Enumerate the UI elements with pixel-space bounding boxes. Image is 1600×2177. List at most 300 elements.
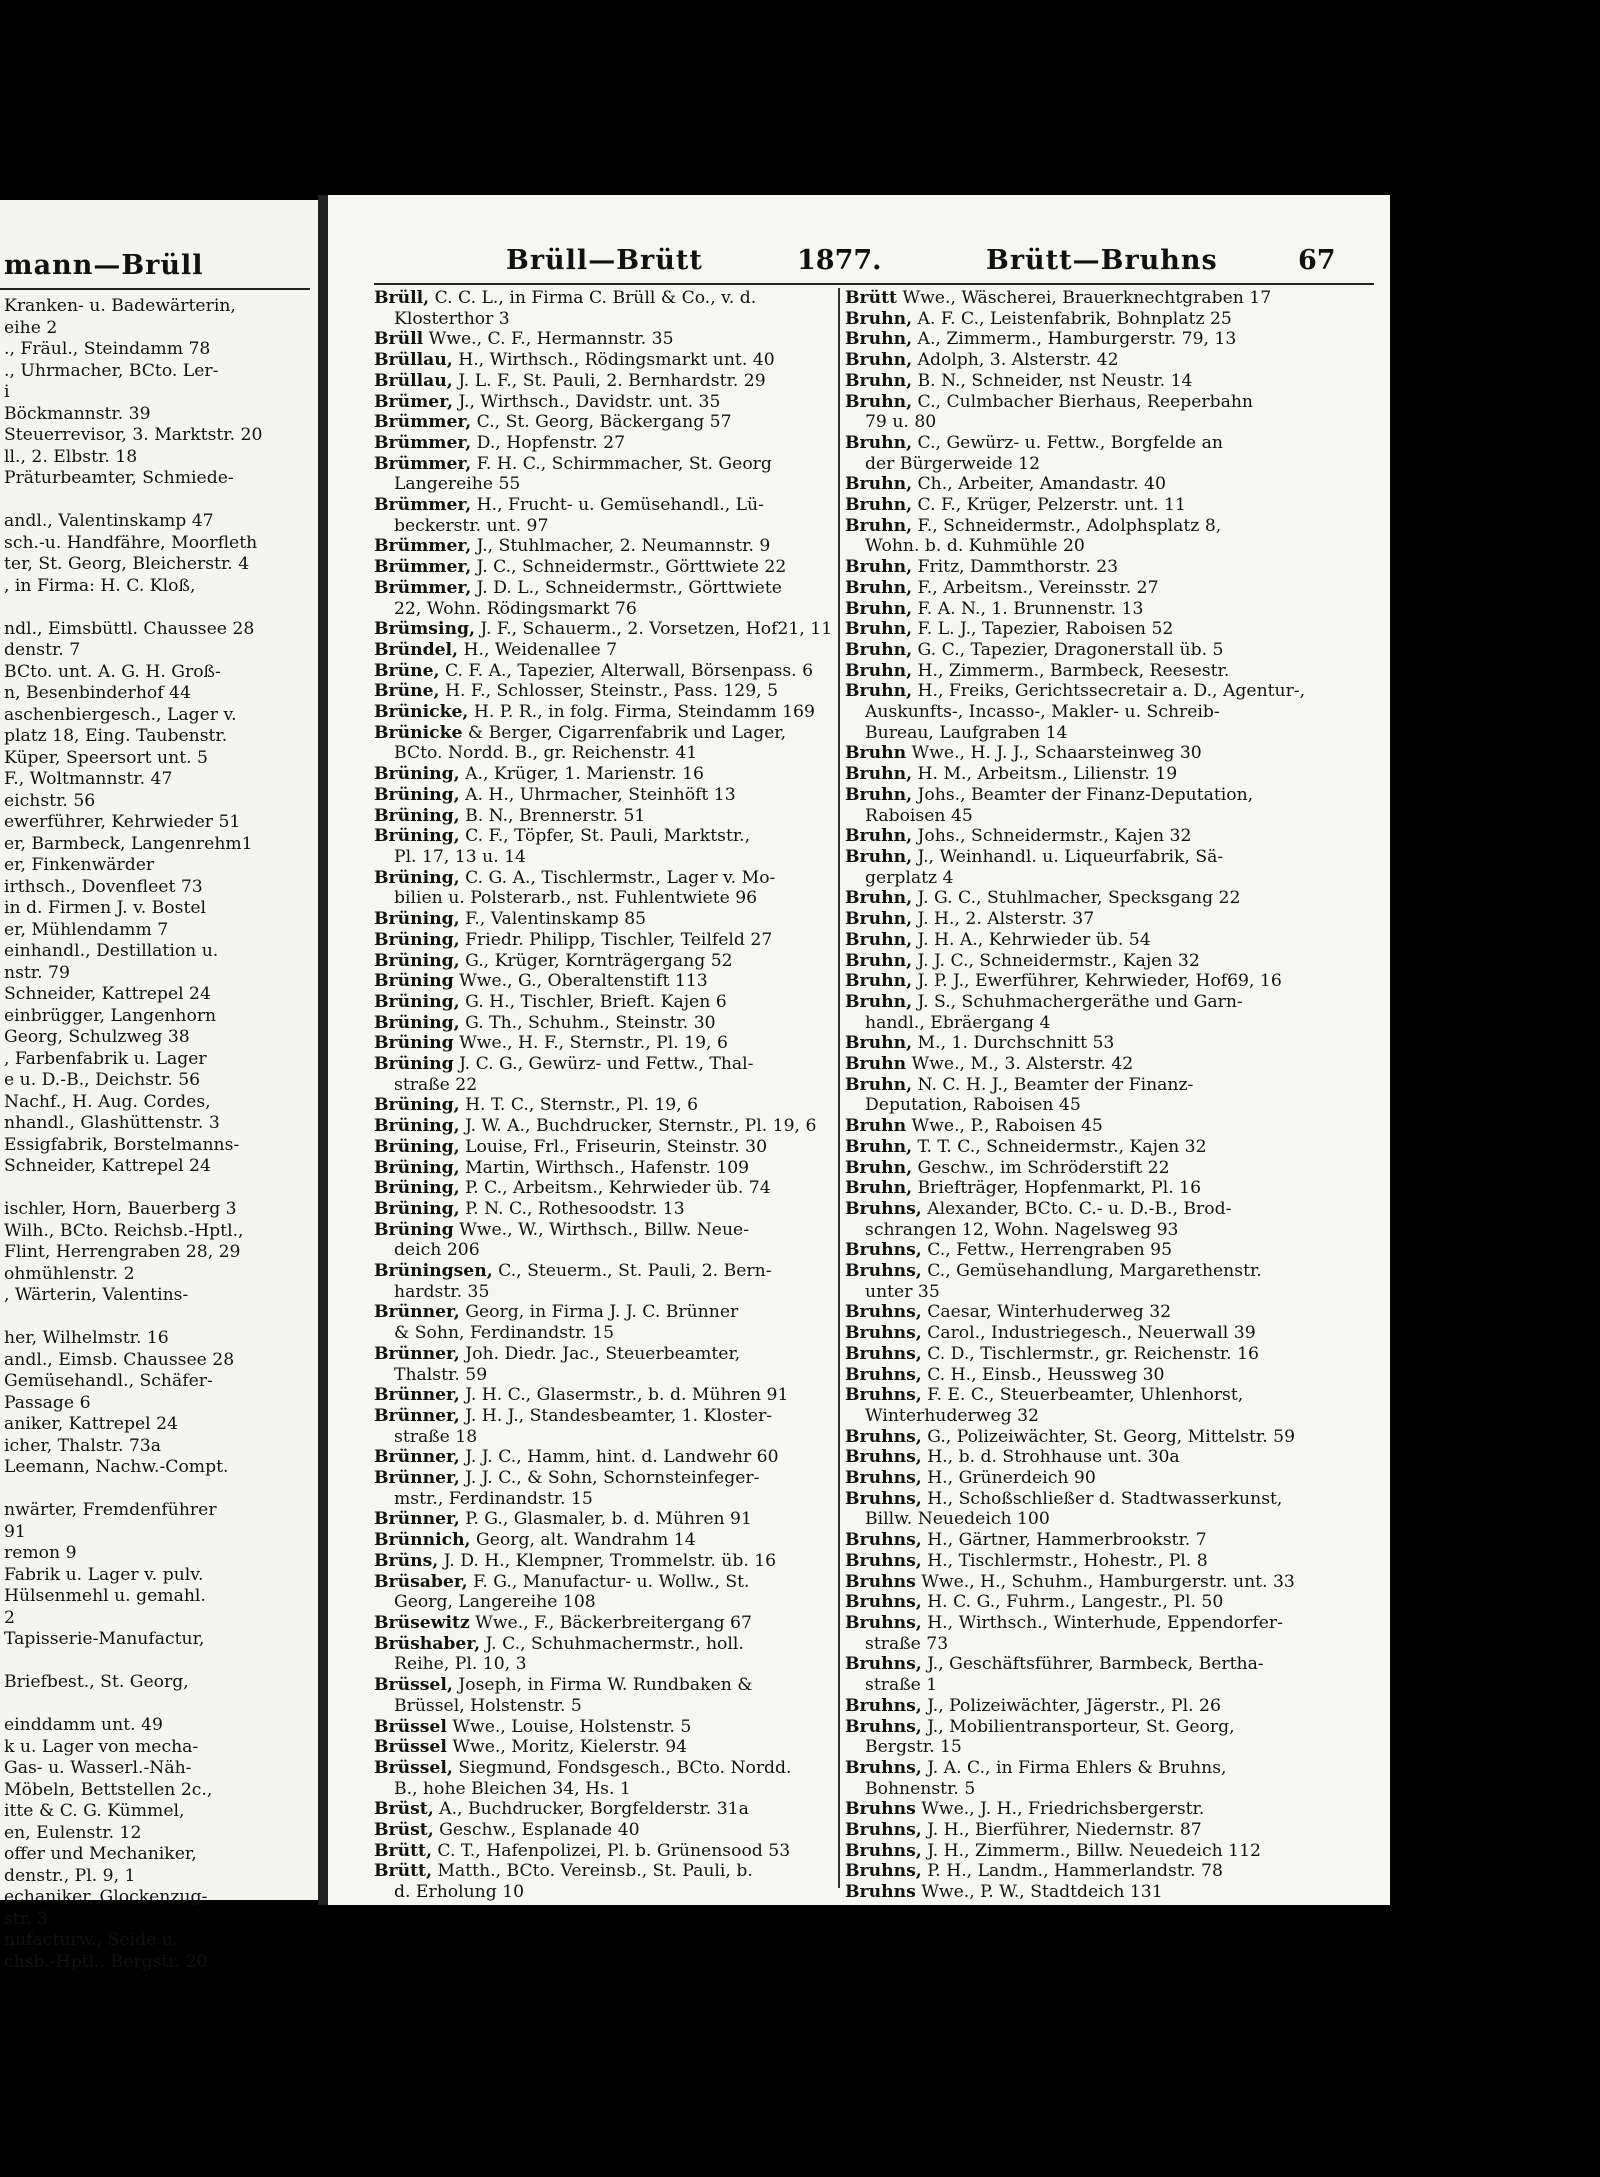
entry-first-line xyxy=(374,1551,834,1572)
entry-surname: Bruhns, xyxy=(845,1198,922,1219)
entry-surname: Brümmer, xyxy=(374,453,472,474)
entry-details: Georg, in Firma J. J. C. Brünner xyxy=(459,1302,739,1323)
entry-surname: Bruhn, xyxy=(845,474,913,495)
entry-first-line xyxy=(374,1758,834,1779)
entry-first-line xyxy=(374,1013,834,1034)
entry-first-line xyxy=(845,1758,1375,1779)
directory-entry xyxy=(845,1530,1375,1551)
entry-first-line xyxy=(845,578,1375,599)
entry-details: J. C., Schneidermstr., Görttwiete 22 xyxy=(471,557,787,578)
entry-details: Joseph, in Firma W. Rundbaken & xyxy=(452,1675,753,1696)
entry-continuation: Georg, Langereihe 108 xyxy=(394,1592,596,1613)
entry-surname: Bruhn, xyxy=(845,660,913,681)
entry-details: Geschw., Esplanade 40 xyxy=(433,1820,640,1841)
entry-first-line xyxy=(845,1033,1375,1054)
entry-details: J., Mobilientransporteur, St. Georg, xyxy=(921,1716,1235,1737)
directory-entry xyxy=(374,951,834,972)
entry-first-line xyxy=(845,1178,1375,1199)
entry-details: F. G., Manufactur- u. Wollw., St. xyxy=(467,1571,750,1592)
entry-surname: Bruhn, xyxy=(845,826,913,847)
directory-entry xyxy=(374,1530,834,1551)
left-page-line xyxy=(4,1694,316,1716)
directory-entry xyxy=(845,288,1375,309)
entry-details: J., Wirthsch., Davidstr. unt. 35 xyxy=(453,391,721,412)
entry-surname: Bruhn, xyxy=(845,639,913,660)
entry-surname: Brüst, xyxy=(374,1820,434,1841)
entry-surname: Brüning xyxy=(374,1054,454,1075)
entry-first-line xyxy=(374,350,834,371)
entry-first-line xyxy=(845,1882,1375,1903)
entry-details: Johs., Schneidermstr., Kajen 32 xyxy=(912,826,1192,847)
entry-first-line xyxy=(845,1592,1375,1613)
entry-details: G., Polizeiwächter, St. Georg, Mittelstr. 59 xyxy=(921,1426,1296,1447)
entry-first-line xyxy=(374,1634,834,1655)
directory-entry xyxy=(845,1572,1375,1593)
entry-first-line xyxy=(374,930,834,951)
directory-entry xyxy=(374,1509,834,1530)
left-page-line xyxy=(4,1178,316,1200)
left-page-line: ., Uhrmacher, BCto. Ler- xyxy=(4,360,219,381)
entry-continuation: schrangen 12, Wohn. Nagelsweg 93 xyxy=(865,1219,1179,1240)
entry-surname: Bruhn, xyxy=(845,991,913,1012)
entry-surname: Bruhn, xyxy=(845,846,913,867)
header-year: 1877. xyxy=(797,245,882,276)
entry-surname: Brüningsen, xyxy=(374,1261,493,1282)
directory-entry xyxy=(845,909,1375,930)
entry-details: Wwe., Moritz, Kielerstr. 94 xyxy=(446,1737,688,1758)
directory-entry xyxy=(374,1261,834,1302)
entry-first-line xyxy=(374,1675,834,1696)
directory-entry xyxy=(845,1054,1375,1075)
entry-continuation: Deputation, Raboisen 45 xyxy=(865,1095,1081,1116)
entry-first-line xyxy=(374,1220,834,1241)
entry-first-line xyxy=(374,1158,834,1179)
entry-first-line xyxy=(845,1240,1375,1261)
entry-surname: Bruhns, xyxy=(845,1240,922,1261)
left-page-line: aniker, Kattrepel 24 xyxy=(4,1414,178,1434)
entry-continuation: straße 18 xyxy=(394,1426,478,1447)
directory-entry xyxy=(374,1447,834,1468)
entry-first-line xyxy=(845,1489,1375,1510)
entry-surname: Bruhn, xyxy=(845,598,913,619)
entry-first-line xyxy=(845,992,1375,1013)
entry-continuation: Auskunfts-, Incasso-, Makler- u. Schreib- xyxy=(865,702,1220,723)
directory-entry xyxy=(374,868,834,909)
entry-details: J. F., Schauerm., 2. Vorsetzen, Hof21, 11 xyxy=(474,619,833,640)
entry-first-line xyxy=(845,1137,1375,1158)
directory-entry xyxy=(374,702,834,723)
entry-surname: Bruhn, xyxy=(845,350,913,371)
entry-first-line xyxy=(845,474,1375,495)
left-page-line: ter, St. Georg, Bleicherstr. 4 xyxy=(4,554,250,574)
entry-continuation: Bohnenstr. 5 xyxy=(865,1778,976,1799)
entry-first-line xyxy=(374,1033,834,1054)
entry-surname: Bruhns, xyxy=(845,1468,922,1489)
directory-entry xyxy=(845,1158,1375,1179)
directory-entry xyxy=(845,1240,1375,1261)
left-page-line: F., Woltmannstr. 47 xyxy=(4,769,173,789)
left-page-line: n, Besenbinderhof 44 xyxy=(4,683,191,703)
left-page-line: ischler, Horn, Bauerberg 3 xyxy=(4,1199,237,1219)
entry-details: Wwe., P., Raboisen 45 xyxy=(906,1116,1103,1137)
entry-details: C. D., Tischlermstr., gr. Reichenstr. 16 xyxy=(921,1343,1259,1364)
entry-details: F. H. C., Schirmmacher, St. Georg xyxy=(471,453,772,474)
entry-continuation: handl., Ebräergang 4 xyxy=(865,1012,1051,1033)
entry-surname: Bruhn xyxy=(845,1054,907,1075)
entry-first-line xyxy=(845,1116,1375,1137)
directory-entry xyxy=(845,1592,1375,1613)
directory-entry xyxy=(374,1095,834,1116)
entry-details: Wwe., Wäscherei, Brauerknechtgraben 17 xyxy=(896,288,1272,308)
entry-surname: Bruhns, xyxy=(845,1757,922,1778)
directory-entry xyxy=(845,681,1375,743)
entry-details: Wwe., M., 3. Alsterstr. 42 xyxy=(906,1054,1134,1075)
directory-entry xyxy=(845,1468,1375,1489)
entry-surname: Brüning, xyxy=(374,909,460,930)
directory-entry xyxy=(374,454,834,495)
entry-surname: Bruhn, xyxy=(845,929,913,950)
directory-entry xyxy=(374,806,834,827)
entry-first-line xyxy=(374,909,834,930)
entry-first-line xyxy=(374,1261,834,1282)
entry-details: Louise, Frl., Friseurin, Steinstr. 30 xyxy=(459,1136,768,1157)
left-page-line: eichstr. 56 xyxy=(4,790,96,811)
directory-entry xyxy=(374,1033,834,1054)
entry-first-line xyxy=(374,640,834,661)
entry-first-line xyxy=(374,1178,834,1199)
directory-entry xyxy=(374,1116,834,1137)
entry-first-line xyxy=(374,1799,834,1820)
entry-surname: Brüning, xyxy=(374,1136,460,1157)
left-page-line: , Farbenfabrik u. Lager xyxy=(4,1048,207,1069)
entry-details: J. D. L., Schneidermstr., Görttwiete xyxy=(471,577,782,598)
left-page-rule xyxy=(0,288,310,290)
entry-details: G. H., Tischler, Brieft. Kajen 6 xyxy=(459,991,727,1012)
left-page-line: ewerführer, Kehrwieder 51 xyxy=(4,812,241,832)
entry-details: Wwe., H. F., Sternstr., Pl. 19, 6 xyxy=(453,1033,728,1054)
left-page-line xyxy=(4,1307,316,1329)
left-page-line: Leemann, Nachw.-Compt. xyxy=(4,1457,229,1477)
entry-surname: Bruhns, xyxy=(845,1550,922,1571)
entry-first-line xyxy=(845,371,1375,392)
directory-entry xyxy=(845,661,1375,682)
entry-first-line xyxy=(374,1344,834,1365)
directory-entry xyxy=(845,1758,1375,1799)
entry-first-line xyxy=(374,661,834,682)
entry-first-line xyxy=(374,1841,834,1862)
directory-entry xyxy=(374,681,834,702)
entry-first-line xyxy=(845,1530,1375,1551)
entry-details: J. S., Schuhmachergeräthe und Garn- xyxy=(912,991,1243,1012)
entry-surname: Bruhn, xyxy=(845,308,913,329)
left-page-line: ., Fräul., Steindamm 78 xyxy=(4,339,211,359)
entry-details: C. F., Krüger, Pelzerstr. unt. 11 xyxy=(912,495,1186,516)
entry-continuation: straße 22 xyxy=(394,1074,478,1095)
left-page-line: nhandl., Glashüttenstr. 3 xyxy=(4,1113,220,1133)
entry-surname: Bruhn, xyxy=(845,370,913,391)
entry-surname: Bruhns, xyxy=(845,1261,922,1282)
entry-first-line xyxy=(845,1261,1375,1282)
entry-surname: Brümsing, xyxy=(374,619,475,640)
entry-details: Wwe., F., Bäckerbreitergang 67 xyxy=(469,1613,752,1633)
entry-continuation: Winterhuderweg 32 xyxy=(865,1405,1039,1426)
entry-surname: Bruhns, xyxy=(845,1426,922,1447)
left-page-line: remon 9 xyxy=(4,1543,77,1563)
entry-surname: Brütt, xyxy=(374,1861,432,1882)
directory-entry xyxy=(845,1799,1375,1820)
entry-surname: Bruhn, xyxy=(845,432,913,453)
directory-entry xyxy=(845,474,1375,495)
entry-continuation: gerplatz 4 xyxy=(865,867,954,888)
entry-details: J. J. C., Hamm, hint. d. Landwehr 60 xyxy=(459,1447,779,1468)
directory-entry xyxy=(374,826,834,867)
directory-entry xyxy=(845,1261,1375,1302)
directory-entry xyxy=(845,888,1375,909)
entry-first-line xyxy=(845,1861,1375,1882)
entry-surname: Brünner, xyxy=(374,1405,460,1426)
left-page-line: BCto. unt. A. G. H. Groß- xyxy=(4,661,221,682)
entry-surname: Bruhns, xyxy=(845,1695,922,1716)
entry-details: Martin, Wirthsch., Hafenstr. 109 xyxy=(459,1157,750,1178)
entry-first-line xyxy=(374,578,834,599)
entry-surname: Brümer, xyxy=(374,391,453,412)
entry-surname: Brüll xyxy=(374,329,424,350)
entry-surname: Bruhn, xyxy=(845,1033,913,1054)
entry-first-line xyxy=(374,681,834,702)
directory-entry xyxy=(374,1799,834,1820)
left-page-line: Möbeln, Bettstellen 2c., xyxy=(4,1779,213,1800)
entry-first-line xyxy=(845,433,1375,454)
entry-details: J. H. A., Kehrwieder üb. 54 xyxy=(912,929,1151,950)
header-rule xyxy=(374,283,1374,285)
entry-first-line xyxy=(845,888,1375,909)
directory-entry xyxy=(845,329,1375,350)
entry-surname: Brüning, xyxy=(374,1095,460,1116)
entry-first-line xyxy=(374,412,834,433)
left-page-line: en, Eulenstr. 12 xyxy=(4,1822,142,1843)
left-page-line: Fabrik u. Lager v. pulv. xyxy=(4,1564,204,1585)
directory-entry xyxy=(845,1427,1375,1448)
entry-first-line xyxy=(845,1696,1375,1717)
entry-surname: Bruhn, xyxy=(845,950,913,971)
entry-details: J. H. C., Glasermstr., b. d. Mühren 91 xyxy=(459,1385,789,1406)
entry-first-line xyxy=(374,1447,834,1468)
left-page-line: echaniker, Glockenzug- xyxy=(4,1887,208,1907)
directory-entry xyxy=(374,288,834,329)
directory-entry xyxy=(845,433,1375,474)
entry-first-line xyxy=(845,557,1375,578)
entry-details: J. D. H., Klempner, Trommelstr. üb. 16 xyxy=(438,1550,777,1571)
entry-first-line xyxy=(845,1199,1375,1220)
entry-details: Siegmund, Fondsgesch., BCto. Nordd. xyxy=(452,1757,792,1778)
entry-first-line xyxy=(374,1820,834,1841)
directory-entry xyxy=(845,826,1375,847)
entry-continuation: mstr., Ferdinandstr. 15 xyxy=(394,1488,593,1509)
directory-entry xyxy=(374,1468,834,1509)
left-page-heading: mann—Brüll xyxy=(4,250,204,281)
entry-surname: Brüning, xyxy=(374,867,460,888)
left-page-line: denstr. 7 xyxy=(4,640,81,660)
left-page-line: her, Wilhelmstr. 16 xyxy=(4,1328,169,1348)
entry-surname: Brüsewitz xyxy=(374,1613,470,1633)
left-page-line: einddamm unt. 49 xyxy=(4,1715,163,1735)
entry-surname: Bruhn, xyxy=(845,1074,913,1095)
entry-surname: Bruhn, xyxy=(845,391,913,412)
directory-entry xyxy=(845,557,1375,578)
entry-details: Wwe., G., Oberaltenstift 113 xyxy=(453,971,708,992)
directory-entry xyxy=(374,1178,834,1199)
entry-details: F., Valentinskamp 85 xyxy=(459,909,647,930)
entry-first-line xyxy=(374,1468,834,1489)
entry-details: C. H., Einsb., Heussweg 30 xyxy=(921,1364,1165,1385)
directory-entry xyxy=(374,329,834,350)
entry-surname: Bruhn, xyxy=(845,681,913,702)
entry-continuation: Raboisen 45 xyxy=(865,805,973,826)
entry-details: Caesar, Winterhuderweg 32 xyxy=(921,1302,1172,1323)
directory-entry xyxy=(374,1613,834,1634)
entry-surname: Brüning, xyxy=(374,764,460,785)
directory-entry xyxy=(374,1054,834,1095)
page-number: 67 xyxy=(1298,245,1336,276)
entry-surname: Brüsaber, xyxy=(374,1571,468,1592)
entry-continuation: bilien u. Polsterarb., nst. Fuhlentwiete 96 xyxy=(394,888,758,909)
directory-entry xyxy=(845,1489,1375,1530)
entry-surname: Bruhn, xyxy=(845,557,913,578)
left-page-line: Passage 6 xyxy=(4,1392,91,1413)
entry-first-line xyxy=(845,764,1375,785)
left-page-line: Briefbest., St. Georg, xyxy=(4,1672,189,1692)
entry-details: Geschw., im Schröderstift 22 xyxy=(912,1157,1170,1178)
entry-details: Wwe., Louise, Holstenstr. 5 xyxy=(446,1716,692,1737)
entry-first-line xyxy=(374,1509,834,1530)
entry-details: J. C. G., Gewürz- und Fettw., Thal- xyxy=(453,1054,754,1075)
directory-entry xyxy=(374,495,834,536)
entry-first-line xyxy=(845,971,1375,992)
entry-continuation: der Bürgerweide 12 xyxy=(865,453,1041,474)
entry-details: J. L. F., St. Pauli, 2. Bernhardstr. 29 xyxy=(452,370,766,391)
entry-details: Johs., Beamter der Finanz-Deputation, xyxy=(912,784,1254,805)
entry-first-line xyxy=(374,971,834,992)
directory-entry xyxy=(374,1758,834,1799)
left-page-line: ndl., Eimsbüttl. Chaussee 28 xyxy=(4,618,255,639)
entry-first-line xyxy=(374,1717,834,1738)
entry-first-line xyxy=(374,1137,834,1158)
left-page-line: einhandl., Destillation u. xyxy=(4,941,219,961)
entry-details: T. T. C., Schneidermstr., Kajen 32 xyxy=(912,1136,1207,1157)
entry-surname: Brünner, xyxy=(374,1468,460,1489)
directory-entry xyxy=(845,992,1375,1033)
entry-first-line xyxy=(374,1530,834,1551)
directory-entry xyxy=(845,578,1375,599)
entry-surname: Bruhn, xyxy=(845,329,913,350)
directory-entry xyxy=(845,392,1375,433)
entry-first-line xyxy=(845,951,1375,972)
entry-details: H., Weidenallee 7 xyxy=(458,639,618,660)
directory-entry xyxy=(845,309,1375,330)
entry-surname: Bruhns, xyxy=(845,1861,922,1882)
directory-entry xyxy=(845,1841,1375,1862)
entry-first-line xyxy=(845,1572,1375,1593)
entry-details: H., Gärtner, Hammerbrookstr. 7 xyxy=(921,1530,1207,1551)
entry-details: G. C., Tapezier, Dragonerstall üb. 5 xyxy=(912,639,1224,660)
directory-entry xyxy=(845,619,1375,640)
left-page-line: str. 3 xyxy=(4,1908,48,1929)
directory-entry xyxy=(374,433,834,454)
entry-details: Wwe., H., Schuhm., Hamburgerstr. unt. 33 xyxy=(915,1571,1295,1592)
entry-first-line xyxy=(845,1447,1375,1468)
entry-surname: Bruhns, xyxy=(845,1530,922,1551)
entry-first-line xyxy=(374,1116,834,1137)
entry-details: J., Stuhlmacher, 2. Neumannstr. 9 xyxy=(471,536,771,557)
left-page-line: er, Mühlendamm 7 xyxy=(4,919,169,940)
directory-entry xyxy=(374,1137,834,1158)
entry-surname: Brümmer, xyxy=(374,557,472,578)
directory-entry xyxy=(374,1841,834,1862)
entry-first-line xyxy=(374,826,834,847)
directory-entry xyxy=(845,1323,1375,1344)
entry-surname: Brümmer, xyxy=(374,536,472,557)
entry-details: J., Polizeiwächter, Jägerstr., Pl. 26 xyxy=(921,1695,1221,1716)
entry-first-line xyxy=(845,847,1375,868)
entry-surname: Brünner, xyxy=(374,1302,460,1323)
directory-entry xyxy=(374,1220,834,1261)
entry-continuation: straße 73 xyxy=(865,1633,949,1654)
directory-entry xyxy=(845,1820,1375,1841)
entry-details: D., Hopfenstr. 27 xyxy=(471,432,626,453)
left-page-line: Schneider, Kattrepel 24 xyxy=(4,1156,211,1176)
entry-first-line xyxy=(845,495,1375,516)
directory-entry xyxy=(374,1572,834,1613)
directory-entry xyxy=(845,1199,1375,1240)
entry-first-line xyxy=(845,1717,1375,1738)
left-page-line: chsb.-Hptl., Bergstr. 20 xyxy=(4,1951,208,1972)
entry-continuation: d. Erholung 10 xyxy=(394,1882,525,1903)
entry-first-line xyxy=(845,1551,1375,1572)
entry-surname: Bruhns xyxy=(845,1799,916,1820)
entry-details: B. N., Schneider, nst Neustr. 14 xyxy=(912,370,1193,391)
left-page-line: er, Finkenwärder xyxy=(4,855,155,875)
entry-first-line xyxy=(374,329,834,350)
entry-details: Alexander, BCto. C.- u. D.-B., Brod- xyxy=(921,1198,1232,1219)
entry-details: H. P. R., in folg. Firma, Steindamm 169 xyxy=(468,702,815,723)
entry-surname: Brümmer, xyxy=(374,412,472,433)
left-page-line: andl., Valentinskamp 47 xyxy=(4,511,214,531)
header-left-title: Brüll—Brütt xyxy=(506,245,703,276)
left-page-line: i xyxy=(4,382,10,402)
entry-details: J. H. J., Standesbeamter, 1. Kloster- xyxy=(459,1405,773,1426)
entry-details: Matth., BCto. Vereinsb., St. Pauli, b. xyxy=(431,1861,753,1882)
entry-surname: Bruhns, xyxy=(845,1592,922,1613)
entry-surname: Brüne, xyxy=(374,681,440,702)
entry-details: H., Wirthsch., Winterhude, Eppendorfer- xyxy=(921,1613,1283,1633)
left-page-line: Präturbeamter, Schmiede- xyxy=(4,468,234,488)
entry-first-line xyxy=(374,371,834,392)
directory-entry xyxy=(845,1137,1375,1158)
directory-entry xyxy=(845,1654,1375,1695)
entry-surname: Brümmer, xyxy=(374,495,472,516)
left-page-line: in d. Firmen J. v. Bostel xyxy=(4,898,207,918)
directory-entry xyxy=(845,1302,1375,1323)
directory-entry xyxy=(374,1302,834,1343)
entry-first-line xyxy=(845,1158,1375,1179)
entry-surname: Bruhn xyxy=(845,1116,907,1137)
directory-entry xyxy=(845,1447,1375,1468)
entry-details: H., Tischlermstr., Hohestr., Pl. 8 xyxy=(921,1550,1208,1571)
entry-details: H. F., Schlosser, Steinstr., Pass. 129, 5 xyxy=(439,681,779,702)
left-page-fragment xyxy=(0,200,320,1972)
directory-entry xyxy=(374,1551,834,1572)
directory-entry xyxy=(845,764,1375,785)
